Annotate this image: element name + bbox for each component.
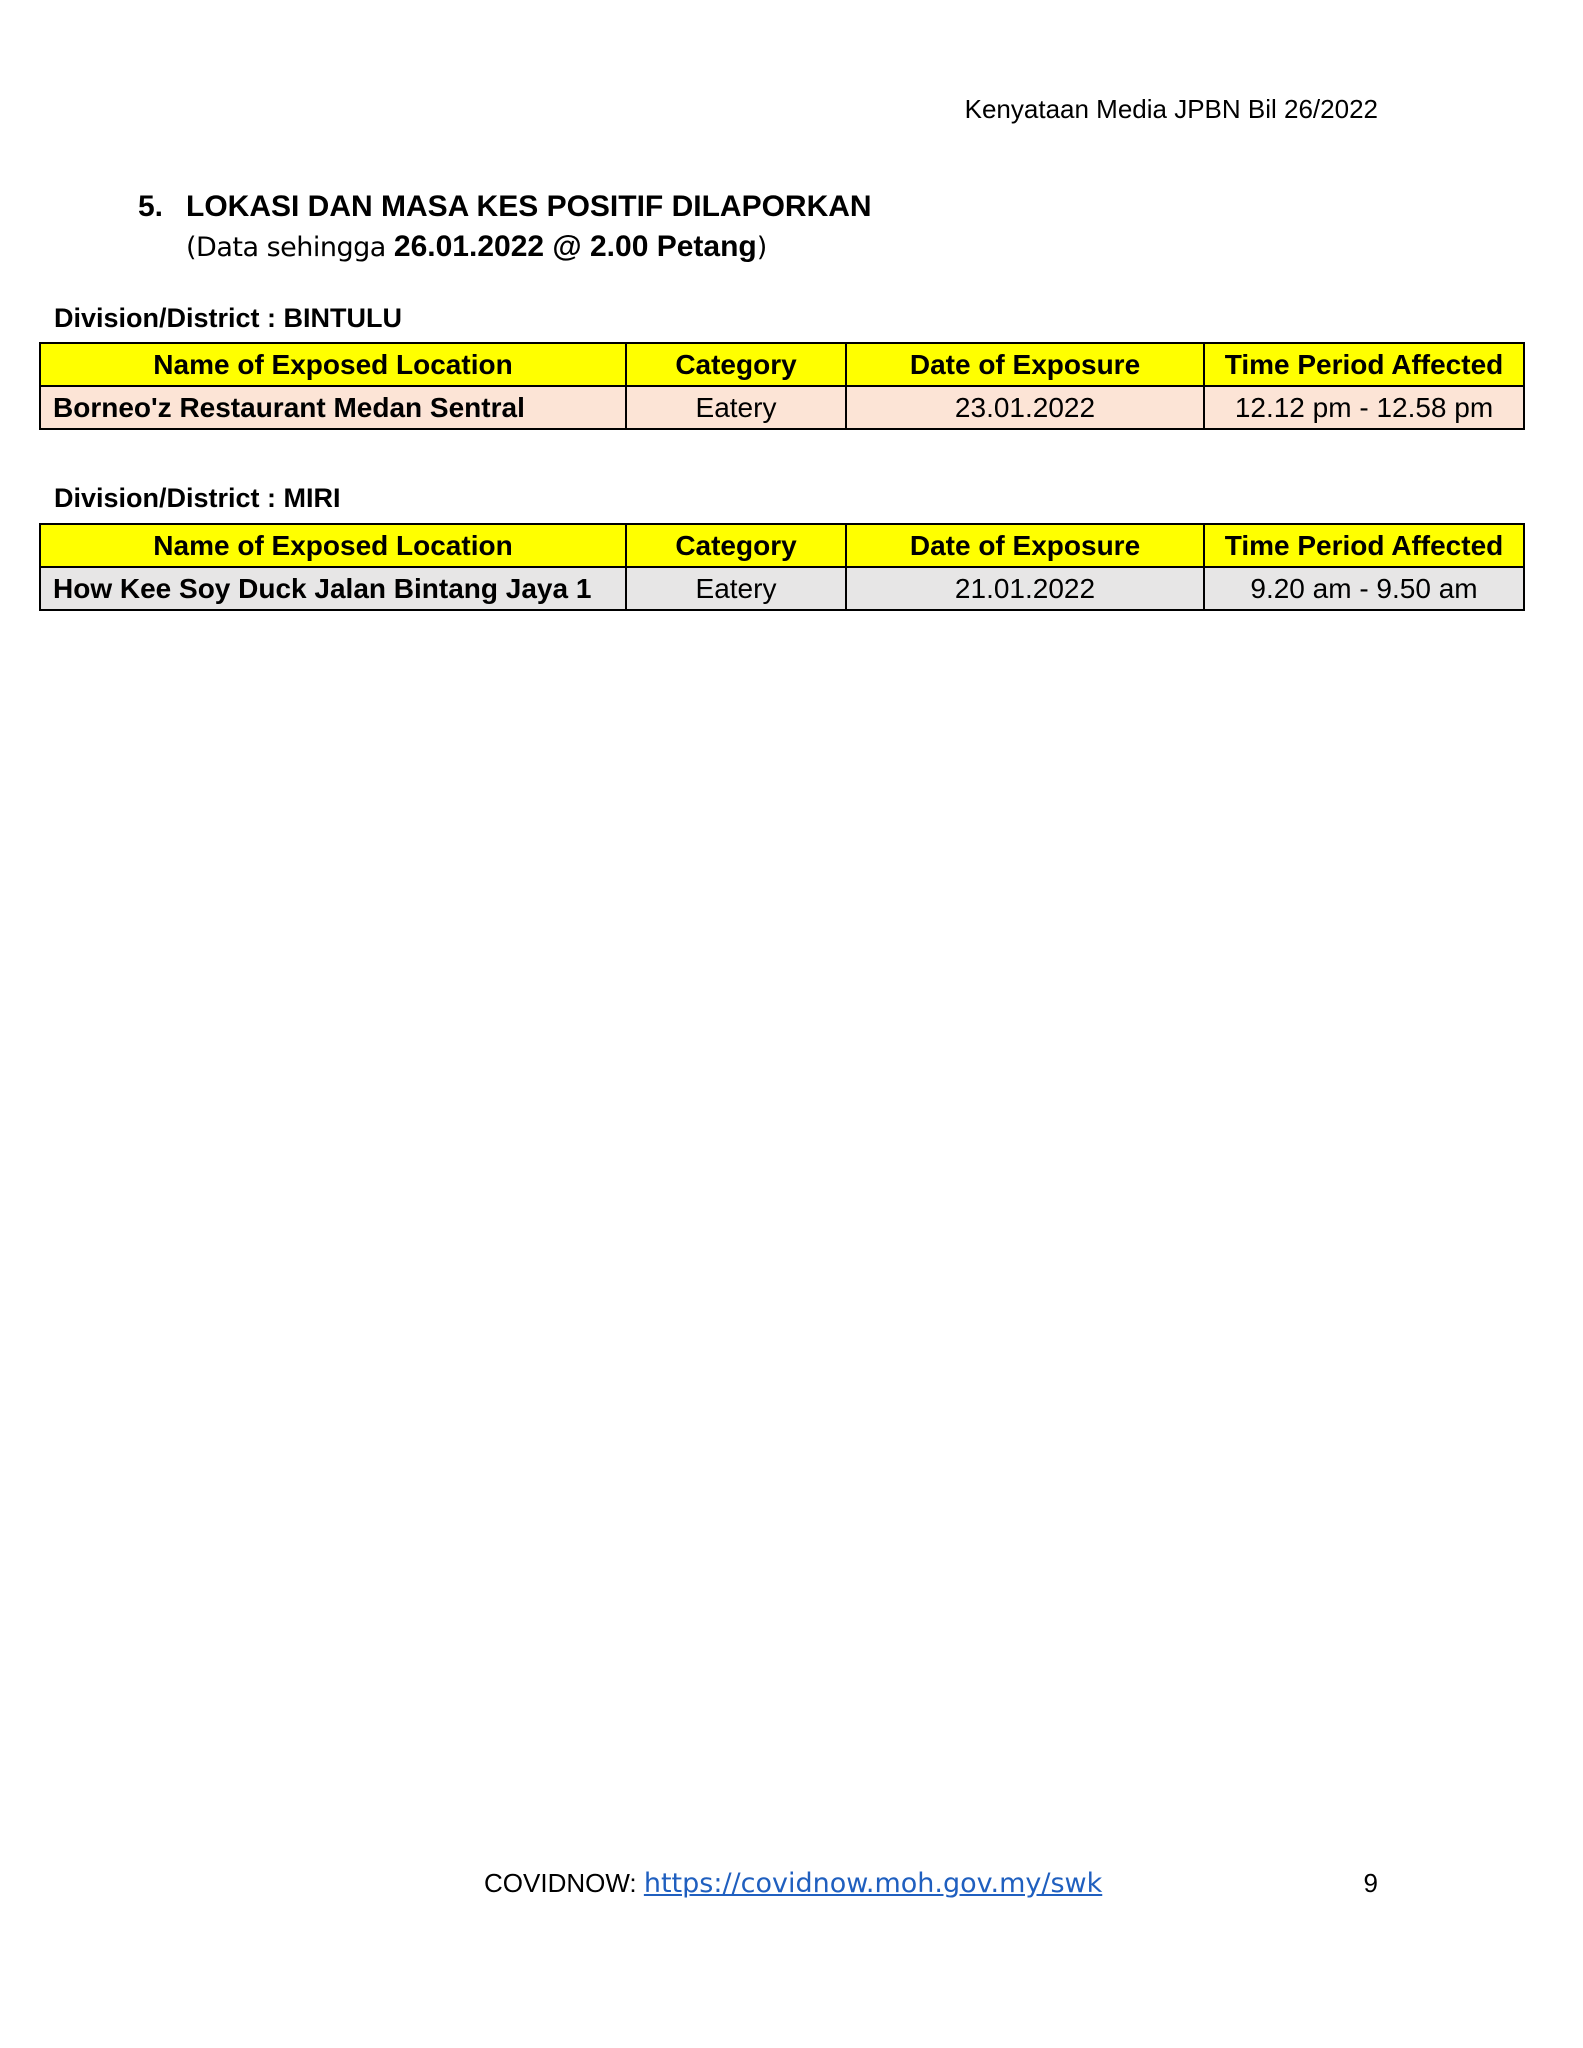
- table-header-row: [40, 524, 1524, 567]
- cell-date: 21.01.2022: [846, 567, 1204, 610]
- section-heading: [138, 190, 872, 224]
- cell-location: How Kee Soy Duck Jalan Bintang Jaya 1: [40, 567, 626, 610]
- column-header-date: Date of Exposure: [846, 524, 1204, 567]
- page-header: Kenyataan Media JPBN Bil 26/2022: [964, 94, 1378, 124]
- column-header-time: Time Period Affected: [1204, 343, 1524, 386]
- cell-category: Eatery: [626, 567, 846, 610]
- column-header-category: Category: [626, 343, 846, 386]
- cell-time: 12.12 pm - 12.58 pm: [1204, 386, 1524, 429]
- cell-category: Eatery: [626, 386, 846, 429]
- covidnow-link[interactable]: https://covidnow.moh.gov.my/swk: [643, 1868, 1103, 1899]
- cell-time: 9.20 am - 9.50 am: [1204, 567, 1524, 610]
- page-number: 9: [1363, 1868, 1378, 1898]
- column-header-location: Name of Exposed Location: [40, 524, 626, 567]
- subtitle-prefix: Data sehingga: [196, 232, 394, 263]
- section-subtitle: [186, 230, 767, 264]
- table-header-row: [40, 343, 1524, 386]
- subtitle-date: 26.01.2022 @ 2.00 Petang: [393, 230, 757, 263]
- cell-date: 23.01.2022: [846, 386, 1204, 429]
- subtitle-open-paren: (: [186, 232, 197, 263]
- exposure-table-bintulu: [39, 342, 1525, 430]
- column-header-time: Time Period Affected: [1204, 524, 1524, 567]
- district-label-miri: Division/District : MIRI: [54, 483, 341, 513]
- exposure-table-miri: [39, 523, 1525, 611]
- footer: [484, 1868, 1102, 1899]
- cell-location: Borneo'z Restaurant Medan Sentral: [40, 386, 626, 429]
- section-title: LOKASI DAN MASA KES POSITIF DILAPORKAN: [186, 190, 872, 223]
- section-number: 5.: [138, 190, 164, 223]
- table-row: [40, 386, 1524, 429]
- column-header-date: Date of Exposure: [846, 343, 1204, 386]
- table-row: [40, 567, 1524, 610]
- district-label-bintulu: Division/District : BINTULU: [54, 303, 403, 333]
- column-header-location: Name of Exposed Location: [40, 343, 626, 386]
- footer-label: COVIDNOW:: [484, 1868, 644, 1898]
- subtitle-close-paren: ): [756, 232, 767, 263]
- column-header-category: Category: [626, 524, 846, 567]
